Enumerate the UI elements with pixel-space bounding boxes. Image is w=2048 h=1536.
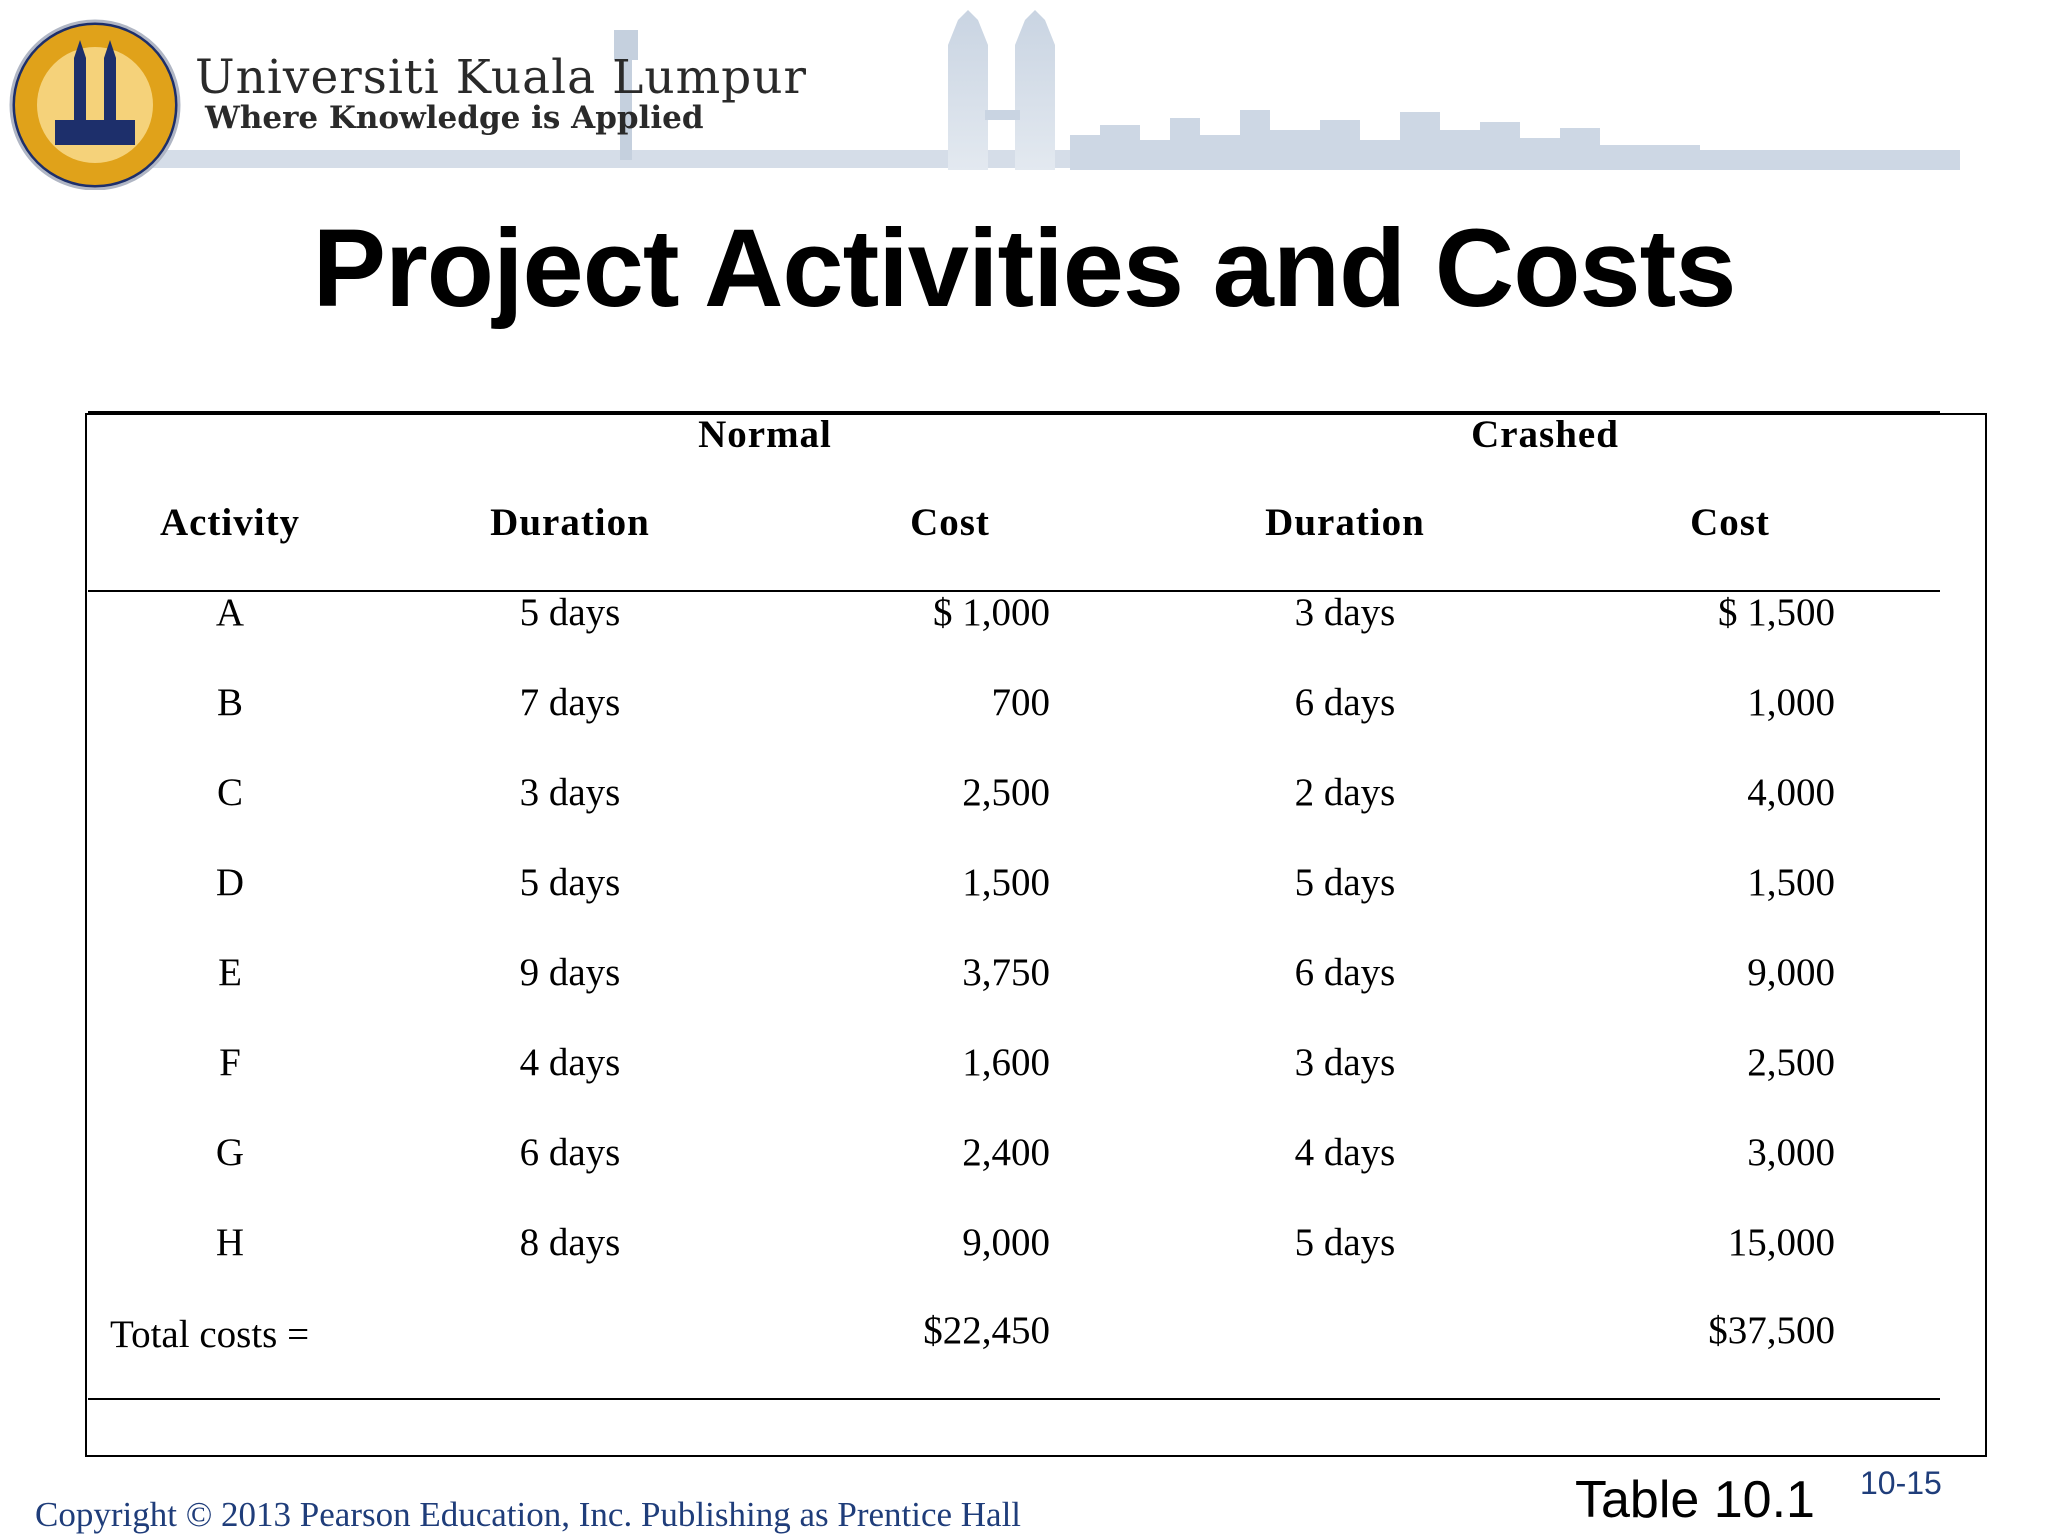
bottom-rule (88, 1398, 1940, 1400)
activity-cell: B (216, 681, 243, 724)
normal-cost-cell: 3,750 (962, 951, 1050, 994)
crashed-cost-cell: 3,000 (1747, 1131, 1835, 1174)
table-reference: Table 10.1 (1575, 1471, 1815, 1529)
normal-cost-cell: 9,000 (962, 1221, 1050, 1264)
crashed-duration-cell: 2 days (1294, 771, 1396, 814)
table-frame (85, 413, 1987, 1457)
crashed-duration-cell: 3 days (1294, 1041, 1396, 1084)
crashed-duration-cell: 6 days (1294, 951, 1396, 994)
university-name: Universiti Kuala Lumpur (195, 50, 807, 105)
crashed-cost-cell: 9,000 (1747, 951, 1835, 994)
activity-cell: E (218, 951, 242, 994)
activity-cell: D (215, 861, 245, 904)
column-header-activity: Activity (159, 501, 301, 544)
university-logo (10, 20, 180, 190)
normal-duration-cell: 8 days (519, 1221, 621, 1264)
normal-cost-cell: 1,600 (962, 1041, 1050, 1084)
university-tagline: Where Knowledge is Applied (205, 100, 704, 136)
column-header-crashed-cost: Cost (1690, 501, 1770, 544)
crashed-duration-cell: 3 days (1294, 591, 1396, 634)
activity-cell: A (215, 591, 245, 634)
normal-cost-cell: 2,500 (962, 771, 1050, 814)
slide-number: 10-15 (1860, 1465, 1942, 1501)
column-header-crashed-duration: Duration (1265, 501, 1425, 544)
normal-duration-cell: 6 days (519, 1131, 621, 1174)
normal-cost-cell: 700 (991, 681, 1050, 724)
column-header-normal-cost: Cost (910, 501, 990, 544)
activity-cell: C (216, 771, 243, 814)
normal-duration-cell: 9 days (519, 951, 621, 994)
crashed-duration-cell: 6 days (1294, 681, 1396, 724)
total-normal-cost: $22,450 (923, 1309, 1050, 1352)
group-header-crashed: Crashed (1471, 413, 1619, 456)
normal-cost-cell: $ 1,000 (933, 591, 1050, 634)
activity-cell: G (215, 1131, 245, 1174)
normal-duration-cell: 5 days (519, 591, 621, 634)
column-header-normal-duration: Duration (490, 501, 650, 544)
crashed-cost-cell: 1,500 (1747, 861, 1835, 904)
group-header-normal: Normal (698, 413, 832, 456)
activity-cell: F (219, 1041, 241, 1084)
total-crashed-cost: $37,500 (1708, 1309, 1835, 1352)
crashed-cost-cell: 4,000 (1747, 771, 1835, 814)
crashed-duration-cell: 5 days (1294, 1221, 1396, 1264)
normal-duration-cell: 7 days (519, 681, 621, 724)
crashed-duration-cell: 4 days (1294, 1131, 1396, 1174)
normal-cost-cell: 2,400 (962, 1131, 1050, 1174)
normal-duration-cell: 4 days (519, 1041, 621, 1084)
header-banner (0, 0, 1960, 190)
normal-duration-cell: 5 days (519, 861, 621, 904)
crashed-duration-cell: 5 days (1294, 861, 1396, 904)
slide-title: Project Activities and Costs (312, 207, 1736, 330)
crashed-cost-cell: 1,000 (1747, 681, 1835, 724)
crashed-cost-cell: $ 1,500 (1718, 591, 1835, 634)
total-label: Total costs = (110, 1313, 310, 1356)
crashed-cost-cell: 2,500 (1747, 1041, 1835, 1084)
copyright-notice: Copyright © 2013 Pearson Education, Inc. Publishing as Prentice Hall (35, 1495, 1022, 1534)
crashed-cost-cell: 15,000 (1727, 1221, 1835, 1264)
activity-cell: H (215, 1221, 245, 1264)
normal-duration-cell: 3 days (519, 771, 621, 814)
normal-cost-cell: 1,500 (962, 861, 1050, 904)
